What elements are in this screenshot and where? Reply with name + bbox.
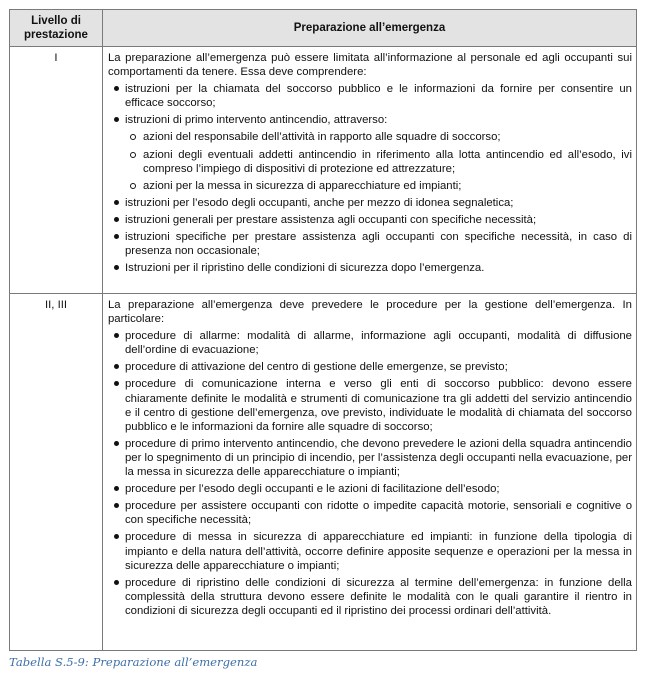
list-item: istruzioni generali per prestare assistenza agli occupanti con specifiche necessità; — [108, 213, 632, 227]
list-item: procedure per l’esodo degli occupanti e le azioni di facilitazione dell’esodo; — [108, 482, 632, 496]
table-caption: Tabella S.5-9: Preparazione all’emergenza — [9, 655, 258, 669]
emergency-preparation-table — [9, 9, 637, 651]
list-item: procedure di primo intervento antincendio, che devono prevedere le azioni della squadra antincendio per lo spegnimento di un principio di incendio, per l’assistenza degli occupanti nella evacuazione, per la messa in sicurezza delle apparecchiature o impianti; — [108, 437, 632, 479]
sub-list-item: azioni per la messa in sicurezza di apparecchiature ed impianti; — [125, 179, 632, 193]
sub-bullet-list — [125, 130, 632, 192]
preparation-cell — [103, 47, 637, 294]
level-cell: II, III — [10, 294, 103, 651]
list-item: procedure di ripristino delle condizioni di sicurezza al termine dell’emergenza: in funzione della complessità della struttura devono essere definite le modalità con le quali garantire il rientro in condizioni di sicurezza degli occupanti ed il ripristino dei processi ordinari dell’attività. — [108, 576, 632, 618]
bullet-list — [108, 329, 632, 618]
header-performance-level: Livello di prestazione — [10, 10, 103, 47]
bullet-list — [108, 82, 632, 275]
list-item: procedure di allarme: modalità di allarme, informazione agli occupanti, modalità di diffusione dell’ordine di evacuazione; — [108, 329, 632, 357]
list-item: istruzioni per la chiamata del soccorso pubblico e le informazioni da fornire per consentire un efficace soccorso; — [108, 82, 632, 110]
list-item: procedure di attivazione del centro di gestione delle emergenze, se previsto; — [108, 360, 632, 374]
table-row — [10, 294, 637, 651]
list-item: istruzioni per l’esodo degli occupanti, anche per mezzo di idonea segnaletica; — [108, 196, 632, 210]
table-row — [10, 47, 637, 294]
list-item: procedure di messa in sicurezza di apparecchiature ed impianti: in funzione della tipologia di impianto e della natura dell’attività, occorre definire apposite sequenze e operazioni per la messa in sicurezza delle apparecchiature o impianti; — [108, 530, 632, 572]
list-item — [108, 113, 632, 192]
row-intro-text: La preparazione all’emergenza può essere limitata all’informazione al personale ed agli occupanti sui comportamenti da tenere. Essa deve comprendere: — [108, 52, 632, 79]
list-item: procedure per assistere occupanti con ridotte o impedite capacità motorie, sensoriali e cognitive o con specifiche necessità; — [108, 499, 632, 527]
list-item: Istruzioni per il ripristino delle condizioni di sicurezza dopo l’emergenza. — [108, 261, 632, 275]
row-intro-text: La preparazione all’emergenza deve prevedere le procedure per la gestione dell’emergenza. In particolare: — [108, 299, 632, 326]
preparation-cell — [103, 294, 637, 651]
list-item-text: istruzioni di primo intervento antincendio, attraverso: — [125, 114, 388, 127]
level-cell: I — [10, 47, 103, 294]
sub-list-item: azioni degli eventuali addetti antincendio in riferimento alla lotta antincendio ed all’esodo, ivi compreso l’impiego di dispositivi di protezione ed attrezzature; — [125, 148, 632, 176]
header-emergency-preparation: Preparazione all’emergenza — [103, 10, 637, 47]
list-item: procedure di comunicazione interna e verso gli enti di soccorso pubblico: devono essere chiaramente definite le modalità e strumenti di comunicazione tra gli addetti del servizio antincendio e il centro di gestione dell’emergenza, ove previsto, individuate le modalità di chiamata del soccorso pubblico e le informazioni da fornire alle squadre di soccorso; — [108, 377, 632, 433]
list-item: istruzioni specifiche per prestare assistenza agli occupanti con specifiche necessità, in caso di presenza non occasionale; — [108, 230, 632, 258]
sub-list-item: azioni del responsabile dell’attività in rapporto alle squadre di soccorso; — [125, 130, 632, 144]
table-header-row — [10, 10, 637, 47]
